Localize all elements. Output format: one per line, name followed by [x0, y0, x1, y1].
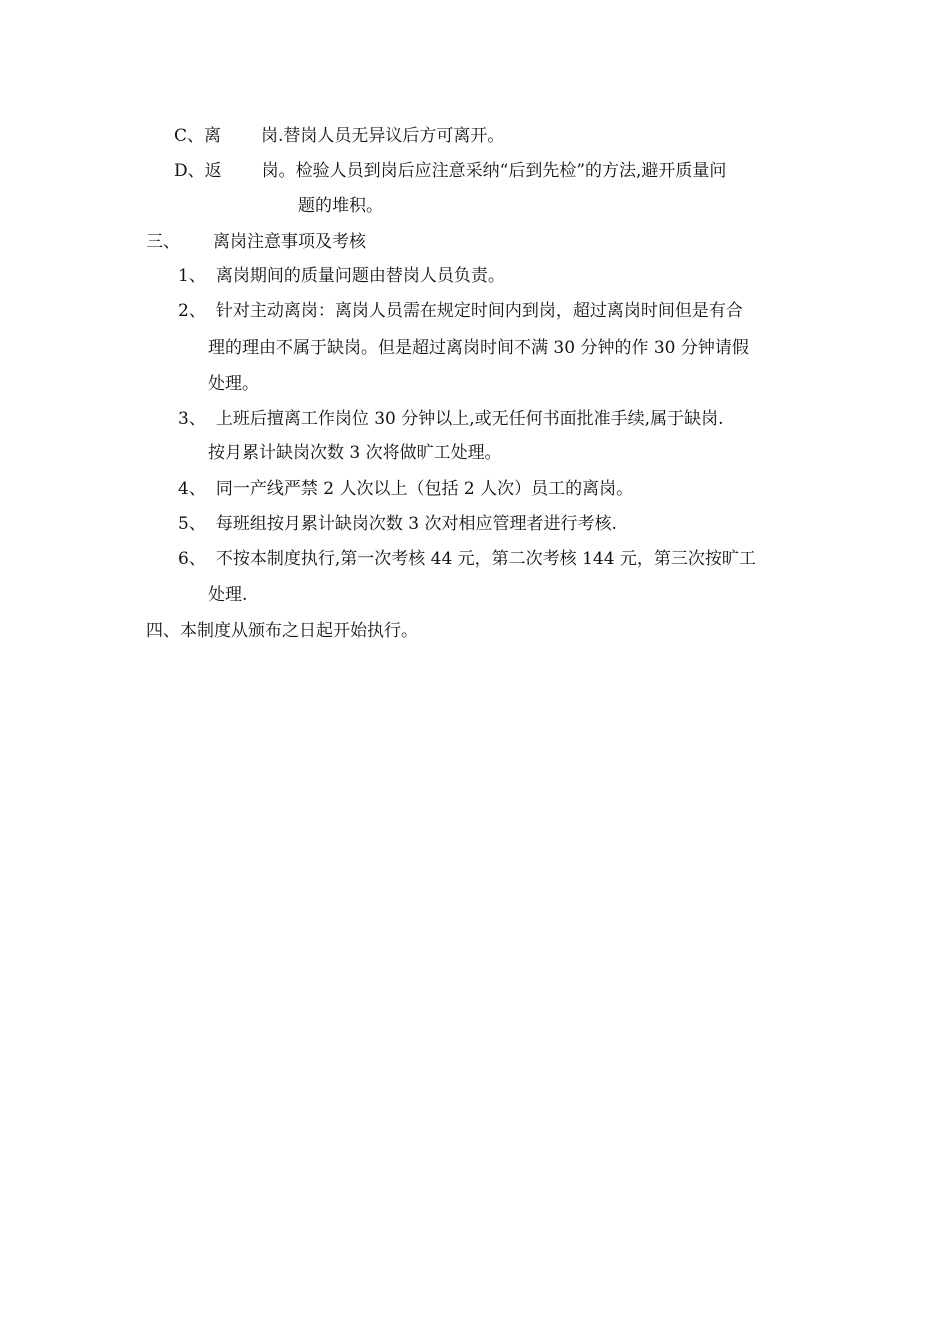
list-item-6-line-2: 处理.	[208, 585, 248, 605]
list-item-number: 6、	[178, 549, 206, 569]
list-item-text: 不按本制度执行,第一次考核 44 元，第二次考核 144 元，第三次按旷工	[215, 549, 756, 569]
item-d-label: D、返	[174, 161, 222, 181]
list-item-2	[178, 300, 743, 322]
list-item-number: 1、	[178, 266, 206, 286]
list-item-2-line-2: 理的理由不属于缺岗。但是超过离岗时间不满 30 分钟的作 30 分钟请假	[208, 338, 749, 358]
list-item-text: 离岗期间的质量问题由替岗人员负责。	[215, 266, 505, 286]
item-c-label: C、离	[174, 126, 222, 146]
section-four: 四、本制度从颁布之日起开始执行。	[146, 621, 418, 641]
list-item-number: 3、	[178, 409, 206, 429]
item-d-term: 岗	[261, 161, 279, 181]
list-item-text: 每班组按月累计缺岗次数 3 次对相应管理者进行考核.	[215, 514, 617, 534]
list-item-1	[178, 265, 505, 287]
list-item-5	[178, 513, 617, 535]
list-item-number: 5、	[178, 514, 206, 534]
item-c	[174, 125, 504, 147]
list-item-text: 上班后擅离工作岗位 30 分钟以上,或无任何书面批准手续,属于缺岗.	[215, 409, 724, 429]
item-d-text: 。检验人员到岗后应注意采纳“后到先检”的方法,避开质量问	[278, 161, 727, 181]
list-item-6	[178, 548, 756, 570]
section-three-number: 三、	[146, 232, 180, 252]
list-item-text: 针对主动离岗：离岗人员需在规定时间内到岗，超过离岗时间但是有合	[215, 301, 743, 321]
item-d	[174, 160, 726, 182]
list-item-number: 2、	[178, 301, 206, 321]
list-item-number: 4、	[178, 479, 206, 499]
item-d-continuation: 题的堆积。	[298, 196, 383, 216]
item-c-term: 岗	[261, 126, 279, 146]
list-item-2-line-3: 处理。	[208, 374, 259, 394]
list-item-text: 同一产线严禁 2 人次以上（包括 2 人次）员工的离岗。	[215, 479, 634, 499]
list-item-3-line-2: 按月累计缺岗次数 3 次将做旷工处理。	[208, 443, 502, 463]
item-c-text: .替岗人员无异议后方可离开。	[278, 126, 505, 146]
section-three-title: 离岗注意事项及考核	[213, 232, 366, 252]
list-item-4	[178, 478, 633, 500]
section-three-heading	[146, 231, 366, 253]
list-item-3	[178, 408, 723, 430]
